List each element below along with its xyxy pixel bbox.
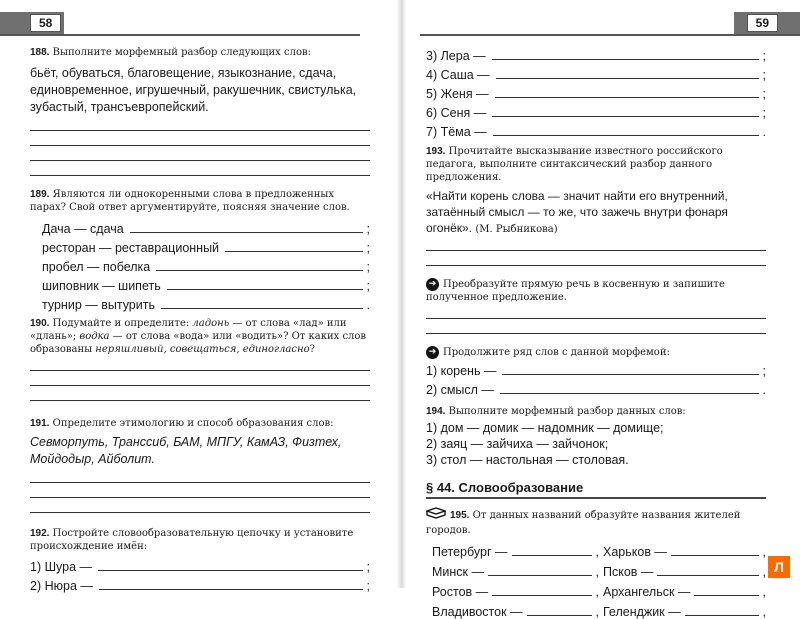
punctuation: . [762,125,766,139]
city-table [426,539,766,619]
punctuation: . [762,383,766,397]
name-label: 7) Тёма — [426,125,487,139]
header-rule [0,34,360,36]
answer-line[interactable] [426,236,766,251]
task-188-words: бьёт, обуваться, благовещение, языкознание, сдача, единовременное, игрушечный, ракушечник, свистулька, зубастый, трансъевропейский. [30,66,357,114]
answer-line[interactable] [156,270,362,271]
answer-line[interactable] [130,232,363,233]
answer-line[interactable] [30,386,370,401]
name-row [426,120,766,139]
task-number: 190. [30,318,50,329]
answer-line[interactable] [488,575,592,576]
answer-line[interactable] [495,97,759,98]
task-text: Выполните морфемный разбор следующих слов: [52,47,311,58]
name-label: 2) Нюра — [30,579,93,593]
answer-line[interactable] [512,555,592,556]
answer-line[interactable] [671,555,759,556]
answer-line[interactable] [161,308,363,309]
answer-line[interactable] [30,371,370,386]
right-page [400,0,800,619]
punctuation: ; [762,68,766,82]
task-190: 190. Подумайте и определите: ладонь — от слова «лад» или «длань»; водка — от слова «вода» или «водить»? От каких слов образованы неряшливый, совещаться, единогласно? [30,318,367,355]
answer-line[interactable] [685,615,759,616]
name-list-continued [426,44,766,139]
punctuation: ; [762,364,766,378]
answer-line[interactable] [225,251,362,252]
answer-line[interactable] [30,468,370,483]
arrow-icon: ➔ [426,278,439,291]
task-text: Являются ли однокоренными слова в предложенных парах? Свой ответ аргументируйте, поясняя значение слов. [30,189,350,213]
answer-line[interactable] [426,251,766,266]
task-193 [426,145,766,184]
direct-speech-task [426,278,766,304]
name-label: 4) Саша — [426,68,490,82]
pair-label: пробел — побелка [42,260,151,274]
task-text: Продолжите ряд слов с данной морфемой: [443,347,670,358]
task-number: 194. [426,406,446,417]
answer-line[interactable] [98,570,362,571]
answer-line[interactable] [492,116,758,117]
answer-line[interactable] [500,393,759,394]
city-label: Псков — [603,565,654,579]
task-194-lines [426,420,766,468]
morpheme-row [426,359,766,378]
page-number-left: 58 [30,14,61,32]
task-193-quote [426,188,766,236]
answer-line[interactable] [527,615,592,616]
answer-line[interactable] [99,589,363,590]
task-text: Прочитайте высказывание известного российского педагога, выполните синтаксический разбор данного предложения. [426,146,723,183]
city-label: Харьков — [603,545,667,559]
punctuation: ; [762,49,766,63]
name-row [426,101,766,120]
morpheme-row [426,378,766,397]
section-title: § 44. Словообразование [426,480,766,499]
answer-line[interactable] [30,498,370,513]
task-191-words: Севморпуть, Транссиб, БАМ, МПГУ, КамАЗ, Физтех, Мойдодыр, Айболит. [30,435,342,466]
pair-row [30,217,370,236]
row-label: 2) смысл — [426,383,494,397]
answer-line[interactable] [496,78,759,79]
answer-line[interactable] [492,595,591,596]
task-188 [30,46,370,59]
pair-row [30,293,370,312]
quote-author: (М. Рыбникова) [475,224,558,235]
publisher-logo: Л [768,556,790,578]
answer-line[interactable] [426,319,766,334]
pair-row [30,236,370,255]
answer-line[interactable] [502,374,758,375]
word-chain: 3) стол — настольная — столовая. [426,453,629,467]
city-label: Владивосток — [432,605,523,619]
punctuation: ; [762,106,766,120]
pair-row [30,274,370,293]
city-row: Петербург — , Харьков — , [432,545,766,559]
task-text: Преобразуйте прямую речь в косвенную и запишите полученное предложение. [426,279,725,303]
punctuation: ; [366,260,370,274]
answer-line[interactable] [426,304,766,319]
name-row [426,63,766,82]
pair-label: турнир — вытурить [42,298,155,312]
task-number: 193. [426,146,446,157]
task-number: 189. [30,189,50,200]
punctuation: ; [366,241,370,255]
name-label: 6) Сеня — [426,106,487,120]
answer-line[interactable] [657,575,758,576]
city-label: Архангельск — [603,585,691,599]
punctuation: ; [366,279,370,293]
answer-line[interactable] [30,131,370,146]
page-number-right: 59 [747,14,778,32]
pair-label: шиповник — шипеть [42,279,161,293]
pair-row [30,255,370,274]
name-row [30,574,370,593]
city-row: Владивосток — , Геленджик — , [432,605,766,619]
city-row: Ростов — , Архангельск — , [432,585,766,599]
pair-label: Дача — сдача [42,222,124,236]
notebook-icon [426,507,446,524]
punctuation: ; [366,560,370,574]
task-text: Постройте словообразовательную цепочку и установите происхождение имён: [30,528,354,552]
punctuation: ; [762,87,766,101]
punctuation: ; [366,222,370,236]
punctuation: ; [366,579,370,593]
name-label: 5) Женя — [426,87,489,101]
task-number: 192. [30,528,50,539]
city-label: Минск — [432,565,484,579]
name-label: 1) Шура — [30,560,93,574]
pair-label: ресторан — реставрационный [42,241,220,255]
answer-line[interactable] [167,289,363,290]
name-row [426,82,766,101]
task-189 [30,188,370,214]
city-label: Геленджик — [603,605,681,619]
answer-line[interactable] [30,356,370,371]
task-text: Выполните морфемный разбор данных слов: [448,406,686,417]
left-page [0,0,400,593]
arrow-icon: ➔ [426,346,439,359]
task-194 [426,405,766,418]
city-label: Ростов — [432,585,489,599]
answer-line[interactable] [30,161,370,176]
answer-line[interactable] [493,135,759,136]
answer-line[interactable] [492,59,759,60]
word-chain: 1) дом — домик — надомник — домище; [426,421,664,435]
task-text: Определите этимологию и способ образования слов: [52,418,334,429]
word-chain: 2) заяц — зайчиха — зайчонок; [426,437,609,451]
task-number: 195. [450,510,470,521]
answer-line[interactable] [30,483,370,498]
task-number: 191. [30,418,50,429]
task-191 [30,417,370,430]
answer-line[interactable] [30,116,370,131]
name-row [426,44,766,63]
name-row [30,555,370,574]
task-195 [426,507,766,537]
answer-line[interactable] [30,146,370,161]
continue-row-task [426,346,766,359]
task-189-pairs [30,217,370,312]
task-192 [30,527,370,553]
answer-line[interactable] [694,595,758,596]
city-row: Минск — , Псков — , [432,565,766,579]
task-text: От данных названий образуйте названия жителей городов. [426,510,741,536]
header-rule [420,34,800,36]
city-label: Петербург — [432,545,508,559]
name-label: 3) Лера — [426,49,486,63]
quote-text: «Найти корень слова — значит найти его внутренний, затаённый смысл — то же, что зажечь внутри фонаря огонёк». [426,189,728,235]
row-label: 1) корень — [426,364,497,378]
task-number: 188. [30,47,50,58]
punctuation: . [366,298,370,312]
